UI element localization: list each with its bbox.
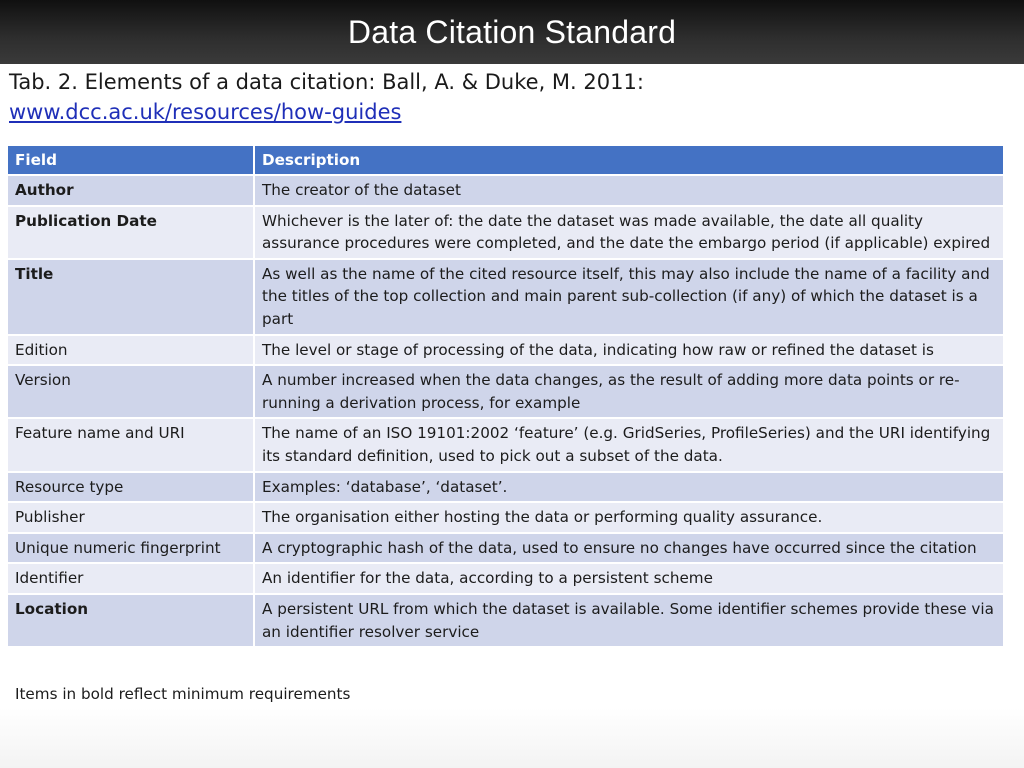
description-cell: The name of an ISO 19101:2002 ‘feature’ (e.g. GridSeries, ProfileSeries) and the URI identifying its standard definition, used to pick out a subset of the data. [254, 418, 1004, 471]
table-row [8, 365, 1004, 418]
table-row [8, 259, 1004, 335]
description-cell: As well as the name of the cited resource itself, this may also include the name of a facility and the titles of the top collection and main parent sub-collection (if any) of which the dataset is a part [254, 259, 1004, 335]
description-cell: The organisation either hosting the data or performing quality assurance. [254, 502, 1004, 533]
caption-link[interactable]: www.dcc.ac.uk/resources/how-guides [9, 100, 402, 124]
description-cell: A cryptographic hash of the data, used to ensure no changes have occurred since the citation [254, 533, 1004, 564]
field-cell: Author [8, 175, 254, 206]
table-footnote: Items in bold reflect minimum requirements [15, 685, 351, 703]
table-row [8, 594, 1004, 646]
table-row [8, 206, 1004, 259]
field-cell: Title [8, 259, 254, 335]
table-caption [9, 67, 1009, 127]
field-cell: Location [8, 594, 254, 646]
field-cell: Feature name and URI [8, 418, 254, 471]
slide-title-bar [0, 0, 1024, 64]
table-row [8, 335, 1004, 366]
description-cell: The level or stage of processing of the data, indicating how raw or refined the dataset is [254, 335, 1004, 366]
field-cell: Version [8, 365, 254, 418]
description-cell: A number increased when the data changes, as the result of adding more data points or re-running a derivation process, for example [254, 365, 1004, 418]
field-cell: Resource type [8, 472, 254, 503]
table-row [8, 533, 1004, 564]
field-cell: Edition [8, 335, 254, 366]
table-header-row [8, 146, 1004, 175]
header-field: Field [8, 146, 254, 175]
header-description: Description [254, 146, 1004, 175]
table-row [8, 563, 1004, 594]
field-cell: Publication Date [8, 206, 254, 259]
description-cell: A persistent URL from which the dataset is available. Some identifier schemes provide these via an identifier resolver service [254, 594, 1004, 646]
field-cell: Identifier [8, 563, 254, 594]
table-row [8, 418, 1004, 471]
slide-bottom-area [0, 708, 1024, 768]
description-cell: The creator of the dataset [254, 175, 1004, 206]
table-row [8, 175, 1004, 206]
slide-title: Data Citation Standard [347, 13, 677, 50]
slide-body [0, 64, 1024, 708]
field-cell: Publisher [8, 502, 254, 533]
description-cell: Examples: ‘database’, ‘dataset’. [254, 472, 1004, 503]
table-row [8, 502, 1004, 533]
table-row [8, 472, 1004, 503]
field-cell: Unique numeric fingerprint [8, 533, 254, 564]
description-cell: An identifier for the data, according to a persistent scheme [254, 563, 1004, 594]
caption-text: Tab. 2. Elements of a data citation: Ball, A. & Duke, M. 2011: [9, 70, 644, 94]
description-cell: Whichever is the later of: the date the dataset was made available, the date all quality assurance procedures were completed, and the date the embargo period (if applicable) expired [254, 206, 1004, 259]
citation-elements-table [8, 146, 1005, 646]
